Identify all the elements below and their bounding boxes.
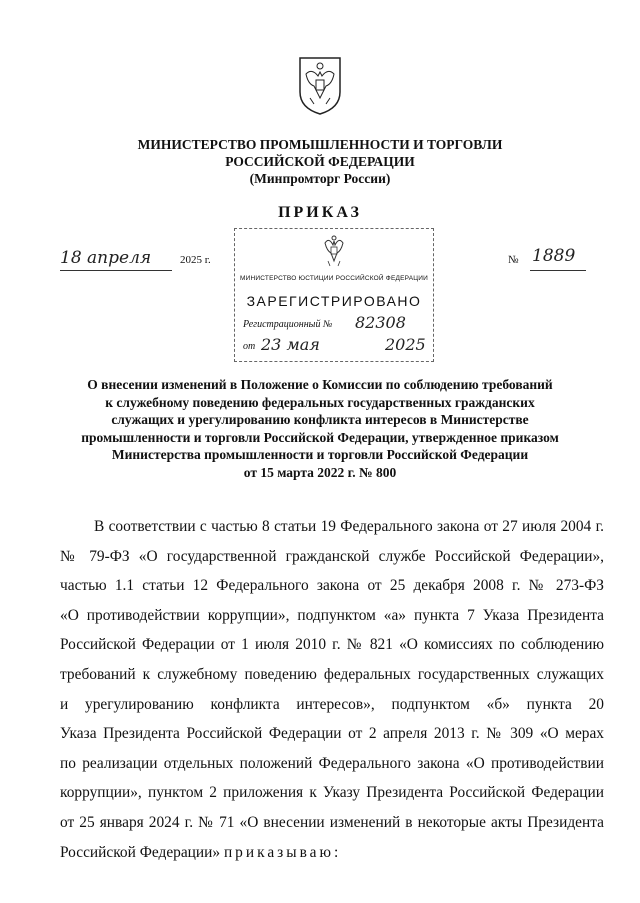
ministry-name-line1: МИНИСТЕРСТВО ПРОМЫШЛЕННОСТИ И ТОРГОВЛИ [137,137,503,152]
body-line: Указа Президента Российской Федерации от 2 апреля 2013 г. № 309 «О мерах [60,725,604,743]
ministry-header [0,136,640,187]
stamp-date: 23 мая [261,335,320,354]
heading-line: служащих и урегулированию конфликта интересов в Министерстве [111,412,529,428]
stamp-ministry: МИНИСТЕРСТВО ЮСТИЦИИ РОССИЙСКОЙ ФЕДЕРАЦИИ [239,275,429,282]
heading-line: Министерства промышленности и торговли Российской Федерации [111,447,529,463]
body-line: коррупции», пунктом 2 приложения к Указу Президента Российской Федерации [60,784,604,802]
stamp-year: 2025 [385,335,426,354]
order-heading [40,376,600,482]
body-line: «О противодействии коррупции», подпунктом «а» пункта 7 Указа Президента [60,606,604,624]
ministry-name-line2: РОССИЙСКОЙ ФЕДЕРАЦИИ [225,154,415,169]
body-line: по реализации отдельных положений Федерального закона «О противодействии [60,754,604,772]
body-last-line [60,838,604,868]
registration-stamp [234,228,434,362]
body-line: частью 1.1 статьи 12 Федерального закона от 25 декабря 2008 г. № 273-ФЗ [60,577,604,595]
body-line: № 79-ФЗ «О государственной гражданской службе Российской Федерации», [60,547,604,565]
body-line: требований к служебному поведению федеральных государственных служащих [60,665,604,683]
order-year: 2025 г. [180,254,211,266]
order-number-label: № [508,254,519,266]
heading-line: к служебному поведению федеральных государственных гражданских [105,394,535,410]
stamp-registered: ЗАРЕГИСТРИРОВАНО [246,293,422,309]
order-title: ПРИКАЗ [278,204,362,221]
order-number: 1889 [532,246,576,266]
date-underline [60,270,172,271]
stamp-emblem-icon [319,233,349,269]
coat-of-arms-icon [296,54,344,116]
ministry-short-name: (Минпромторг России) [249,171,391,186]
stamp-reg-number: 82308 [355,313,406,332]
stamp-reg-number-label: Регистрационный № [243,319,333,330]
heading-line: О внесении изменений в Положение о Комиссии по соблюдению требований [87,377,553,392]
body-line: от 25 января 2024 г. № 71 «О внесении изменений в некоторые акты Президента [60,813,604,831]
body-last-prefix: Российской Федерации» [60,843,221,861]
stamp-date-prefix: от [243,341,256,352]
body-decree-word: приказываю: [223,843,342,861]
heading-line: от 15 марта 2022 г. № 800 [243,464,397,480]
order-date: 18 апреля [60,248,152,268]
number-underline [530,270,586,271]
body-line: Российской Федерации от 1 июля 2010 г. № 821 «О комиссиях по соблюдению [60,636,604,654]
order-body [60,512,604,867]
body-line: и урегулированию конфликта интересов», подпунктом «б» пункта 20 [60,695,604,713]
body-line: В соответствии с частью 8 статьи 19 Федерального закона от 27 июля 2004 г. [94,518,604,535]
heading-line: промышленности и торговли Российской Федерации, утвержденное приказом [81,429,559,445]
